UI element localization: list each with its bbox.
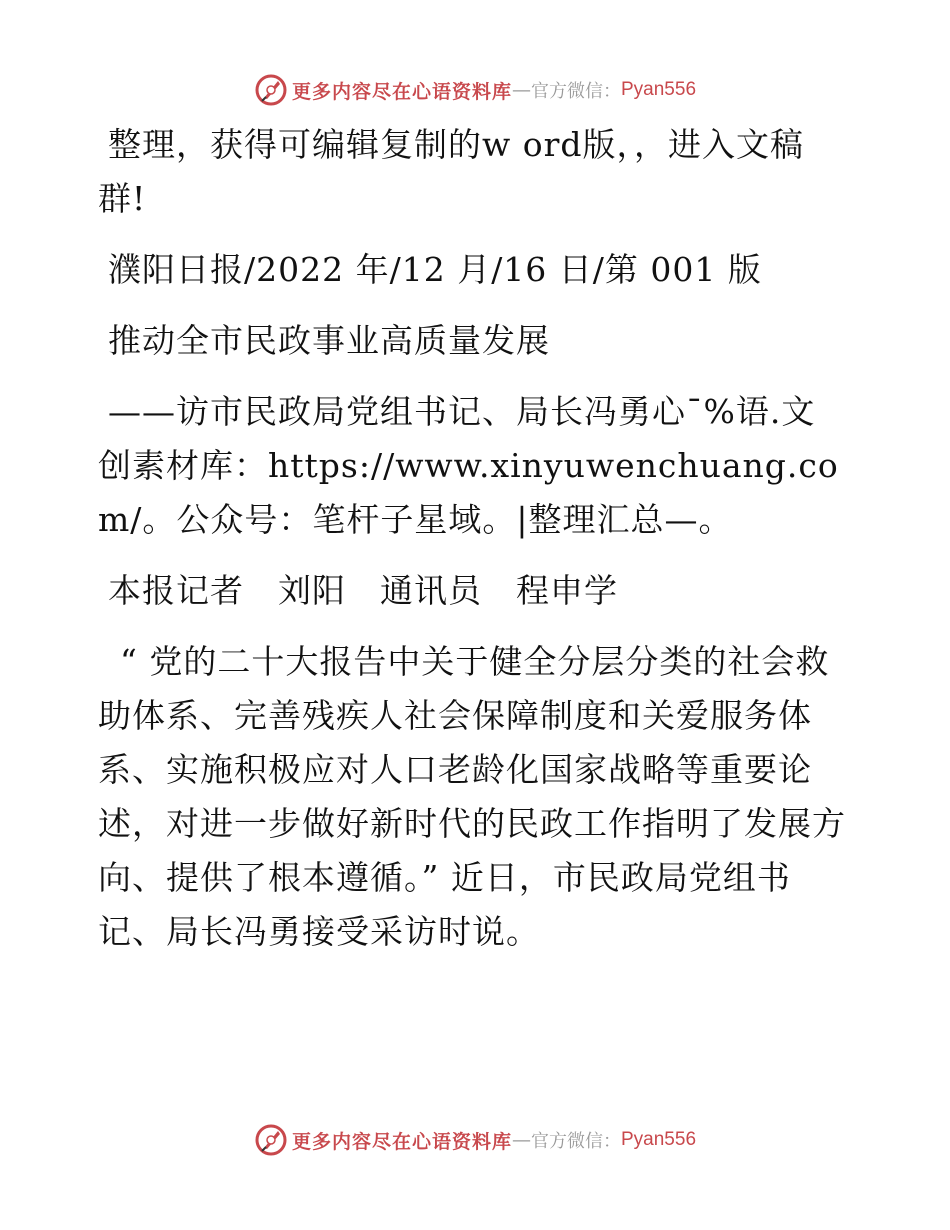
quill-logo-icon xyxy=(254,1123,288,1157)
watermark-wechat-label: 官方微信： xyxy=(531,1131,621,1152)
subheadline: ——访市民政局党组书记、局长冯勇心¯%语.文创素材库：https://www.xinyuwenchuang.com/。公众号：笔杆子星域。|整理汇总—。 xyxy=(98,392,839,539)
header-watermark xyxy=(0,70,950,110)
watermark-wechat-label: 官方微信： xyxy=(531,81,621,102)
body-paragraph: “ 党的二十大报告中关于健全分层分类的社会救助体系、完善残疾人社会保障制度和关爱服务体系、实施积极应对人口老龄化国家战略等重要论述，对进一步做好新时代的民政工作指明了发展方向、提供了根本遵循。” 近日，市民政局党组书记、局长冯勇接受采访时说。 xyxy=(98,642,846,951)
byline: 本报记者 刘阳 通讯员 程申学 xyxy=(108,571,618,610)
watermark-wechat-id: Pyan556 xyxy=(621,79,697,100)
dateline-text: 濮阳日报/2022 年/12 月/16 日/第 001 版 xyxy=(108,250,762,289)
document-body xyxy=(98,118,848,959)
watermark-brand-text: 更多内容尽在心语资料库 xyxy=(291,80,512,103)
footer-watermark xyxy=(0,1120,950,1160)
dateline xyxy=(98,243,848,297)
watermark-separator: — xyxy=(512,1129,531,1151)
headline: 推动全市民政事业高质量发展 xyxy=(108,321,550,360)
watermark-brand-text: 更多内容尽在心语资料库 xyxy=(291,1130,512,1153)
watermark-separator: — xyxy=(512,79,531,101)
intro-paragraph: 整理，获得可编辑复制的w ord版，，进入文稿群! xyxy=(98,125,805,218)
quill-logo-icon xyxy=(254,73,288,107)
watermark-wechat-id: Pyan556 xyxy=(621,1129,697,1150)
